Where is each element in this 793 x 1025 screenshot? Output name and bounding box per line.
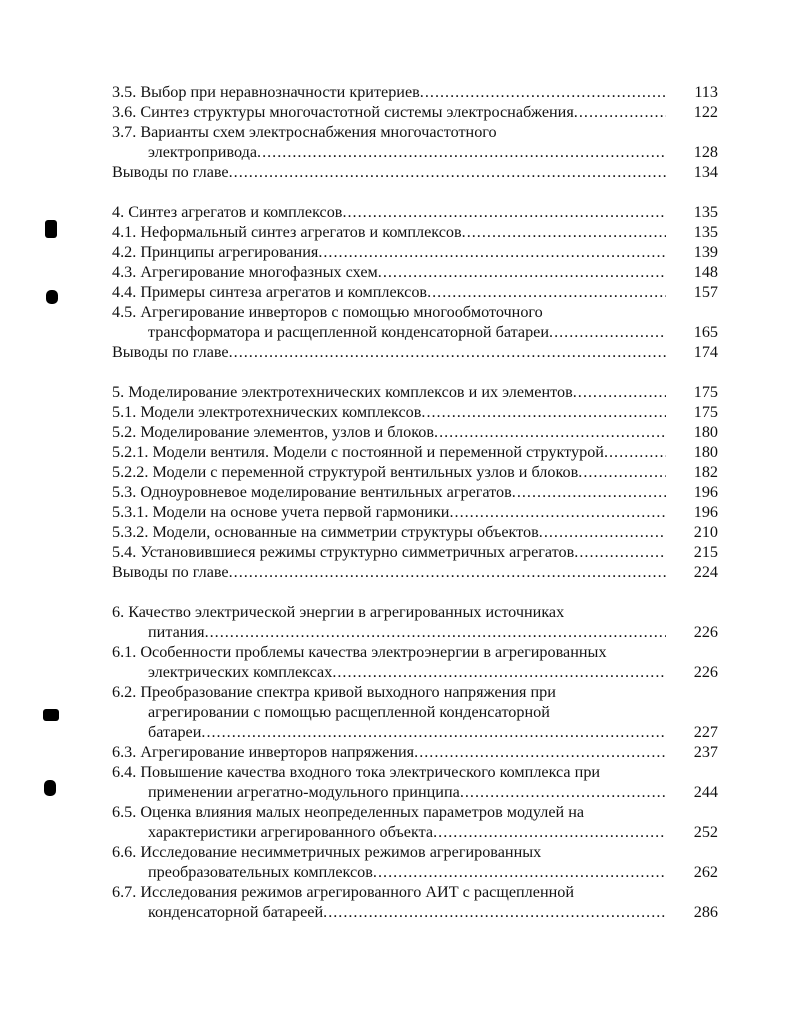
page-number: 215 — [693, 543, 718, 561]
dot-leader — [323, 902, 666, 922]
toc-entry-text: 6.6. Исследование несимметричных режимов агрегированных — [112, 843, 542, 861]
toc-entry-continuation — [112, 662, 722, 682]
dot-leader — [318, 242, 666, 262]
page-number: 244 — [693, 783, 718, 801]
page-number: 196 — [693, 483, 718, 501]
toc-entry-text: 6. Качество электрической энергии в агрегированных источниках — [112, 603, 565, 621]
toc-entry-title — [112, 262, 722, 282]
toc-entry-continuation — [112, 822, 722, 842]
toc-entry-text: Выводы по главе — [112, 343, 229, 361]
toc-entry[interactable] — [112, 762, 722, 802]
page-number: 226 — [693, 623, 718, 641]
toc-entry-text: Выводы по главе — [112, 563, 229, 581]
toc-entry-continuation — [112, 782, 722, 802]
dot-leader — [427, 282, 666, 302]
page-number: 226 — [693, 663, 718, 681]
toc-entry-text: 4.3. Агрегирование многофазных схем — [112, 263, 378, 281]
toc-entry-text: 5.3.1. Модели на основе учета первой гармоники — [112, 503, 450, 521]
toc-entry-text: батареи — [148, 723, 202, 741]
toc-entry-title — [112, 522, 722, 542]
dot-leader — [420, 82, 666, 102]
page-number: 224 — [693, 563, 718, 581]
dot-leader — [342, 202, 666, 222]
toc-entry[interactable] — [112, 602, 722, 642]
dot-leader — [460, 782, 666, 802]
toc-entry-continuation — [112, 142, 722, 162]
dot-leader — [434, 422, 666, 442]
page-number: 182 — [693, 463, 718, 481]
toc-entry[interactable] — [112, 562, 722, 582]
dot-leader — [539, 522, 666, 542]
page-number: 286 — [693, 903, 718, 921]
toc-entry[interactable] — [112, 482, 722, 502]
toc-entry[interactable] — [112, 442, 722, 462]
toc-entry-text: 5.3. Одноуровневое моделирование вентильных агрегатов — [112, 483, 512, 501]
toc-entry-text: 4.2. Принципы агрегирования — [112, 243, 319, 261]
toc-entry-text: 6.5. Оценка влияния малых неопределенных параметров модулей на — [112, 803, 585, 821]
dot-leader — [378, 262, 666, 282]
toc-entry-text: 5.1. Модели электротехнических комплексов — [112, 403, 422, 421]
toc-entry[interactable] — [112, 462, 722, 482]
dot-leader — [229, 162, 666, 182]
toc-entry-title — [112, 302, 722, 322]
page-number: 134 — [693, 163, 718, 181]
toc-entry-title — [112, 762, 722, 782]
toc-entry[interactable] — [112, 742, 722, 762]
toc-entry[interactable] — [112, 222, 722, 242]
toc-section — [112, 382, 722, 582]
toc-entry-text: 4. Синтез агрегатов и комплексов — [112, 203, 343, 221]
toc-entry-continuation — [112, 322, 722, 342]
toc-entry-title — [112, 802, 722, 822]
toc-entry-title — [112, 422, 722, 442]
page-number: 135 — [693, 223, 718, 241]
toc-entry[interactable] — [112, 82, 722, 102]
toc-entry[interactable] — [112, 502, 722, 522]
page-number: 175 — [693, 403, 718, 421]
toc-entry-text: 6.2. Преобразование спектра кривой выходного напряжения при — [112, 683, 556, 701]
dot-leader — [205, 622, 666, 642]
toc-entry-text: 3.7. Варианты схем электроснабжения многочастотного — [112, 123, 497, 141]
toc-entry-title — [112, 82, 722, 102]
page-number: 174 — [693, 343, 718, 361]
toc-entry[interactable] — [112, 682, 722, 742]
page-number: 139 — [693, 243, 718, 261]
toc-entry[interactable] — [112, 282, 722, 302]
toc-entry-title — [112, 642, 722, 662]
dot-leader — [449, 502, 666, 522]
toc-entry[interactable] — [112, 422, 722, 442]
dot-leader — [604, 442, 666, 462]
toc-entry[interactable] — [112, 402, 722, 422]
toc-entry-title — [112, 742, 722, 762]
toc-entry-text: 3.6. Синтез структуры многочастотной системы электроснабжения — [112, 103, 574, 121]
toc-entry-text: конденсаторной батареей — [148, 903, 324, 921]
dot-leader — [578, 462, 666, 482]
toc-entry-text: применении агрегатно-модульного принципа — [148, 783, 460, 801]
scan-artifact-mark — [44, 780, 56, 796]
page-number: 210 — [693, 523, 718, 541]
scan-artifact-mark — [43, 709, 59, 721]
toc-entry[interactable] — [112, 202, 722, 222]
dot-leader — [433, 822, 666, 842]
page-number: 196 — [693, 503, 718, 521]
toc-entry[interactable] — [112, 882, 722, 922]
dot-leader — [462, 222, 666, 242]
toc-entry-title — [112, 502, 722, 522]
toc-entry[interactable] — [112, 262, 722, 282]
dot-leader — [229, 562, 666, 582]
dot-leader — [373, 862, 666, 882]
toc-entry-continuation — [112, 702, 722, 722]
toc-entry[interactable] — [112, 382, 722, 402]
toc-entry-text: 4.5. Агрегирование инверторов с помощью многообмоточного — [112, 303, 543, 321]
toc-entry-text: 5.2. Моделирование элементов, узлов и блоков — [112, 423, 435, 441]
dot-leader — [573, 382, 666, 402]
toc-entry-title — [112, 122, 722, 142]
dot-leader — [201, 722, 666, 742]
toc-entry-title — [112, 222, 722, 242]
toc-entry[interactable] — [112, 342, 722, 362]
toc-entry-text: агрегировании с помощью расщепленной конденсаторной — [148, 703, 550, 721]
page-number: 252 — [693, 823, 718, 841]
page-number: 157 — [693, 283, 718, 301]
dot-leader — [229, 342, 666, 362]
toc-entry-text: 4.4. Примеры синтеза агрегатов и комплексов — [112, 283, 428, 301]
dot-leader — [574, 542, 666, 562]
toc-entry-title — [112, 482, 722, 502]
toc-entry[interactable] — [112, 302, 722, 342]
page-number: 180 — [693, 443, 718, 461]
dot-leader — [414, 742, 666, 762]
toc-entry[interactable] — [112, 802, 722, 842]
toc-entry-title — [112, 162, 722, 182]
toc-entry-title — [112, 882, 722, 902]
toc-entry-continuation — [112, 862, 722, 882]
toc-entry-title — [112, 382, 722, 402]
toc-entry-text: 5.2.2. Модели с переменной структурой вентильных узлов и блоков — [112, 463, 579, 481]
toc-section — [112, 202, 722, 362]
toc-entry-text: 5.3.2. Модели, основанные на симметрии структуры объектов — [112, 523, 539, 541]
toc-entry-title — [112, 442, 722, 462]
toc-entry-continuation — [112, 622, 722, 642]
toc-entry-text: 3.5. Выбор при неравнозначности критериев — [112, 83, 420, 101]
toc-entry-text: 5.4. Установившиеся режимы структурно симметричных агрегатов — [112, 543, 575, 561]
toc-entry-text: 5. Моделирование электротехнических комплексов и их элементов — [112, 383, 573, 401]
dot-leader — [549, 322, 666, 342]
toc-entry-text: 6.4. Повышение качества входного тока электрического комплекса при — [112, 763, 601, 781]
page-number: 135 — [693, 203, 718, 221]
toc-entry-title — [112, 602, 722, 622]
page-number: 262 — [693, 863, 718, 881]
toc-entry-title — [112, 842, 722, 862]
toc-entry-text: электрических комплексах — [148, 663, 333, 681]
toc-entry[interactable] — [112, 542, 722, 562]
page-number: 175 — [693, 383, 718, 401]
toc-entry-text: 4.1. Неформальный синтез агрегатов и комплексов — [112, 223, 462, 241]
page-number: 165 — [693, 323, 718, 341]
dot-leader — [512, 482, 666, 502]
toc-entry-text: 5.2.1. Модели вентиля. Модели с постоянной и переменной структурой — [112, 443, 604, 461]
page-number: 237 — [693, 743, 718, 761]
toc-entry-text: питания — [148, 623, 205, 641]
dot-leader — [421, 402, 666, 422]
scan-artifact-mark — [46, 290, 58, 304]
toc-entry-text: 6.1. Особенности проблемы качества электроэнергии в агрегированных — [112, 643, 607, 661]
toc-entry-continuation — [112, 722, 722, 742]
toc-entry-title — [112, 102, 722, 122]
toc-entry[interactable] — [112, 122, 722, 162]
page-number: 122 — [693, 103, 718, 121]
toc-entry-title — [112, 682, 722, 702]
toc-section — [112, 602, 722, 922]
toc-entry-title — [112, 342, 722, 362]
toc-entry[interactable] — [112, 642, 722, 682]
toc-entry-text: электропривода — [148, 143, 258, 161]
toc-entry-title — [112, 462, 722, 482]
toc-entry[interactable] — [112, 842, 722, 882]
toc-entry-text: преобразовательных комплексов — [148, 863, 373, 881]
toc-entry-text: 6.7. Исследования режимов агрегированного АИТ с расщепленной — [112, 883, 575, 901]
dot-leader — [332, 662, 666, 682]
toc-entry[interactable] — [112, 162, 722, 182]
page-number: 180 — [693, 423, 718, 441]
toc-entry-text: Выводы по главе — [112, 163, 229, 181]
page-number: 227 — [693, 723, 718, 741]
toc-entry-text: характеристики агрегированного объекта — [148, 823, 434, 841]
toc-entry-text: трансформатора и расщепленной конденсаторной батареи — [148, 323, 550, 341]
toc-entry[interactable] — [112, 522, 722, 542]
toc-entry-continuation — [112, 902, 722, 922]
page-number: 113 — [694, 83, 718, 101]
toc-entry-title — [112, 282, 722, 302]
toc-entry-title — [112, 242, 722, 262]
toc-entry-title — [112, 542, 722, 562]
toc-entry[interactable] — [112, 242, 722, 262]
toc-entry-title — [112, 202, 722, 222]
toc-entry-text: 6.3. Агрегирование инверторов напряжения — [112, 743, 415, 761]
toc-entry-title — [112, 562, 722, 582]
scan-artifact-mark — [45, 220, 57, 238]
page-number: 128 — [693, 143, 718, 161]
dot-leader — [257, 142, 666, 162]
page-number: 148 — [693, 263, 718, 281]
toc-entry-title — [112, 402, 722, 422]
table-of-contents — [112, 82, 722, 942]
dot-leader — [574, 102, 666, 122]
toc-section — [112, 82, 722, 182]
toc-entry[interactable] — [112, 102, 722, 122]
